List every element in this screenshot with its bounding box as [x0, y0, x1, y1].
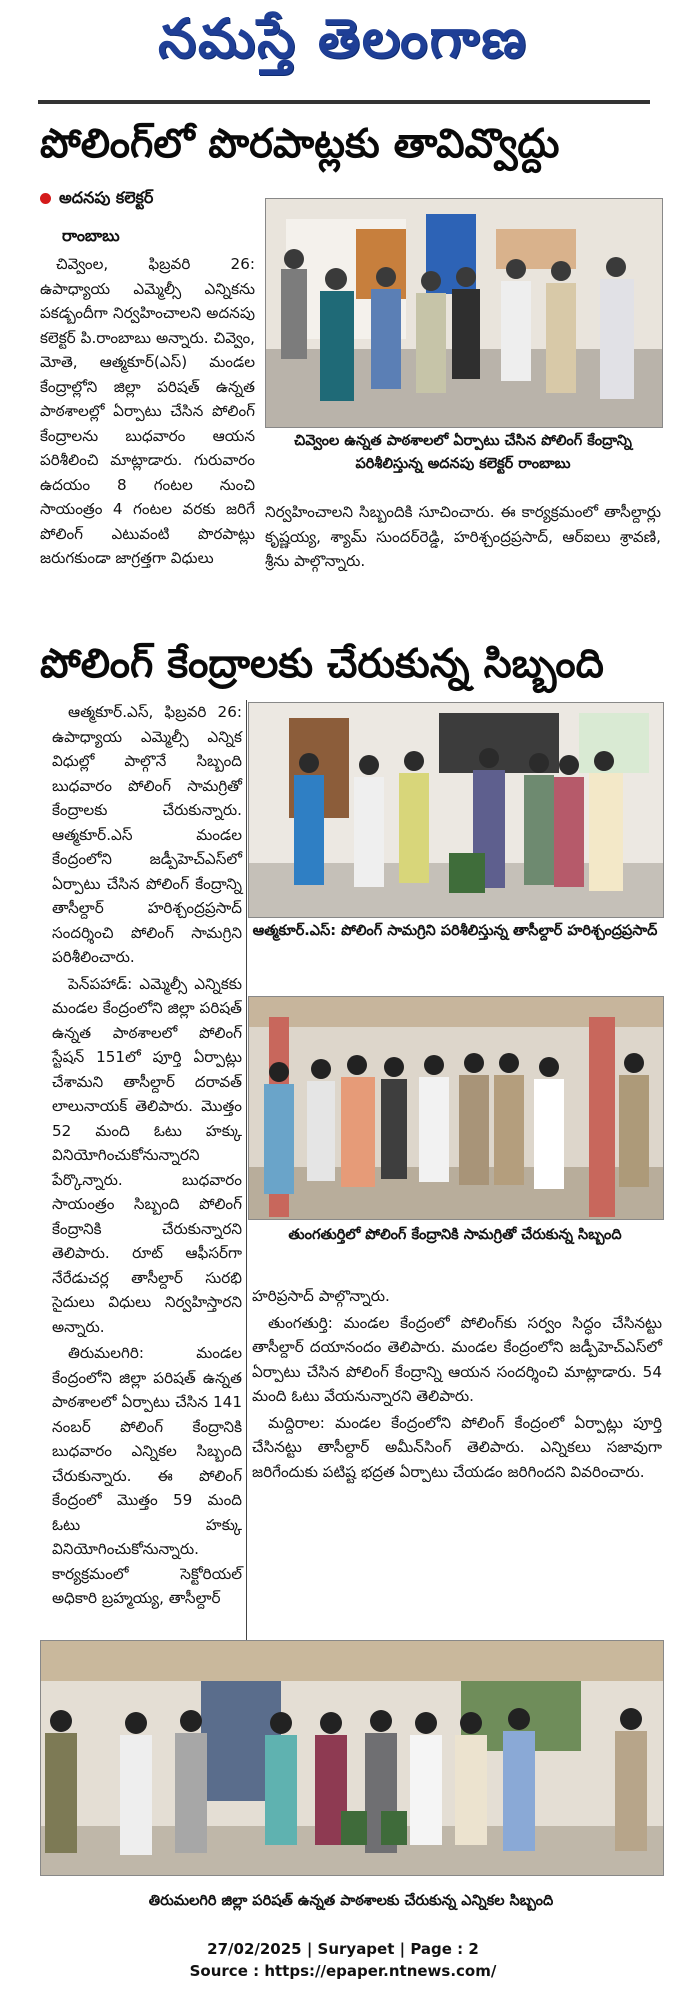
- story2-body-right: హరిప్రసాద్ పాల్గొన్నారు. తుంగతుర్తి: మండల కేంద్రంలో పోలింగ్‌కు సర్వం సిద్ధం చేసినట్టు తాసీల్దార్ దయానందం తెలిపారు. మండల కేంద్రంలోని జడ్పీహెచ్ఎస్‌లో ఏర్పాటు చేసిన పోలింగ్ కేంద్రాన్ని ఆయన సందర్శించి మాట్లాడారు. 54 మంది ఓటు వేయనున్నారని తెలిపారు. మద్దిరాల: మండల కేంద్రంలోని పోలింగ్ కేంద్రంలో ఏర్పాట్లు పూర్తి చేసినట్టు తాసీల్దార్ అమీన్‌సింగ్ తెలిపారు. ఎన్నికలు సజావుగా జరిగేందుకు పటిష్ట భద్రత ఏర్పాటు చేయడం జరిగిందని వివరించారు.: [252, 1287, 662, 1481]
- story2-photo-atmakur: [248, 702, 664, 918]
- bullet-icon: [40, 193, 51, 204]
- story2-photo-tungaturthi: [248, 996, 664, 1220]
- story1-subhead: రాంబాబు: [62, 226, 120, 245]
- story1-photo-caption: చివ్వెంల ఉన్నత పాఠశాలలో ఏర్పాటు చేసిన పోలింగ్ కేంద్రాన్ని పరిశీలిస్తున్న అదనపు కలెక్టర్ రాంబాబు: [294, 433, 632, 472]
- newspaper-title: నమస్తే తెలంగాణ: [158, 6, 528, 70]
- story1-body-right: నిర్వహించాలని సిబ్బందికి సూచించారు. ఈ కార్యక్రమంలో తాసీల్దార్లు కృష్ణయ్య, శ్యామ్ సుందర్‌రెడ్డి, హరిశ్చంద్రప్రసాద్, ఆర్ఐలు శ్రావణి, శ్రీను పాల్గొన్నారు.: [265, 503, 661, 570]
- story1-body-left: చివ్వెంల, ఫిబ్రవరి 26: ఉపాధ్యాయ ఎమ్మెల్సీ ఎన్నికను పకడ్బందీగా నిర్వహించాలని అదనపు కలెక్టర్ పి.రాంబాబు అన్నారు. చివ్వెం, మోతె, ఆత్మకూర్(ఎస్) మండల కేంద్రాల్లోని జిల్లా పరిషత్ ఉన్నత పాఠశాలల్లో ఏర్పాటు చేసిన పోలింగ్ కేంద్రాలను బుధవారం ఆయన పరిశీలించి మాట్లాడారు. గురువారం ఉదయం 8 గంటల నుంచి సాయంత్రం 4 గంటల వరకు జరిగే పోలింగ్ ఎటువంటి పొరపాట్లు జరుగకుండా జాగ్రత్తగా విధులు: [40, 255, 255, 567]
- story2-photo-thirumalagiri: [40, 1640, 664, 1876]
- story2-caption-atmakur: ఆత్మకూర్.ఎస్: పోలింగ్ సామగ్రిని పరిశీలిస్తున్న తాసీల్దార్ హరిశ్చంద్రప్రసాద్: [252, 923, 658, 939]
- footer-source: Source : https://epaper.ntnews.com/: [189, 1962, 497, 1980]
- footer-dateline: 27/02/2025 | Suryapet | Page : 2: [207, 1940, 479, 1958]
- masthead-rule: [38, 100, 650, 104]
- story1-photo: [265, 198, 663, 428]
- story1-headline: పోలింగ్‌లో పొరపాట్లకు తావివ్వొద్దు: [40, 121, 560, 167]
- story2-body-left: ఆత్మకూర్.ఎస్, ఫిబ్రవరి 26: ఉపాధ్యాయ ఎమ్మెల్సీ ఎన్నిక విధుల్లో పాల్గొనే సిబ్బంది బుధవారం పోలింగ్ సామగ్రితో కేంద్రాలకు చేరుకున్నారు. ఆత్మకూర్.ఎస్ మండల కేంద్రంలోని జడ్పీహెచ్ఎస్‌లో ఏర్పాటు చేసిన పోలింగ్ కేంద్రాన్ని తాసీల్దార్ హరిశ్చంద్రప్రసాద్ సందర్శించి పోలింగ్ సామగ్రిని పరిశీలించారు. పెన్‌పహాడ్: ఎమ్మెల్సీ ఎన్నికకు మండల కేంద్రంలోని జిల్లా పరిషత్ ఉన్నత పాఠశాలలో పోలింగ్ స్టేషన్ 151లో పూర్తి ఏర్పాట్లు చేశామని తాసీల్దార్ దరావత్ లాలునాయక్ తెలిపారు. మొత్తం 52 మంది ఓటు హక్కు వినియోగించుకోనున్నారని పేర్కొన్నారు. బుధవారం సాయంత్రం సిబ్బంది పోలింగ్ కేంద్రానికి చేరుకున్నారని తెలిపారు. రూట్ ఆఫీసర్‌గా నేరేడుచర్ల తాసీల్దార్ సురభి సైదులు విధులు నిర్వహిస్తారని అన్నారు. తిరుమలగిరి: మండల కేంద్రంలోని జిల్లా పరిషత్ ఉన్నత పాఠశాలలో ఏర్పాటు చేసిన 141 నంబర్ పోలింగ్ కేంద్రానికి బుధవారం ఎన్నికల సిబ్బంది చేరుకున్నారు. ఈ పోలింగ్ కేంద్రంలో మొత్తం 59 మంది ఓటు హక్కు వినియోగించుకోనున్నారు. కార్యక్రమంలో సెక్టోరియల్ అధికారి బ్రహ్మయ్య, తాసీల్దార్: [52, 703, 242, 1607]
- story2-headline: పోలింగ్ కేంద్రాలకు చేరుకున్న సిబ్బంది: [40, 641, 604, 687]
- masthead: [0, 0, 686, 100]
- column-divider: [246, 700, 247, 1640]
- story2-caption-thirumalagiri: తిరుమలగిరి జిల్లా పరిషత్ ఉన్నత పాఠశాలకు చేరుకున్న ఎన్నికల సిబ్బంది: [148, 1893, 554, 1909]
- story1-byline: అదనపు కలెక్టర్: [40, 188, 153, 211]
- story2-caption-tungaturthi: తుంగతుర్తిలో పోలింగ్ కేంద్రానికి సామగ్రితో చేరుకున్న సిబ్బంది: [288, 1227, 622, 1243]
